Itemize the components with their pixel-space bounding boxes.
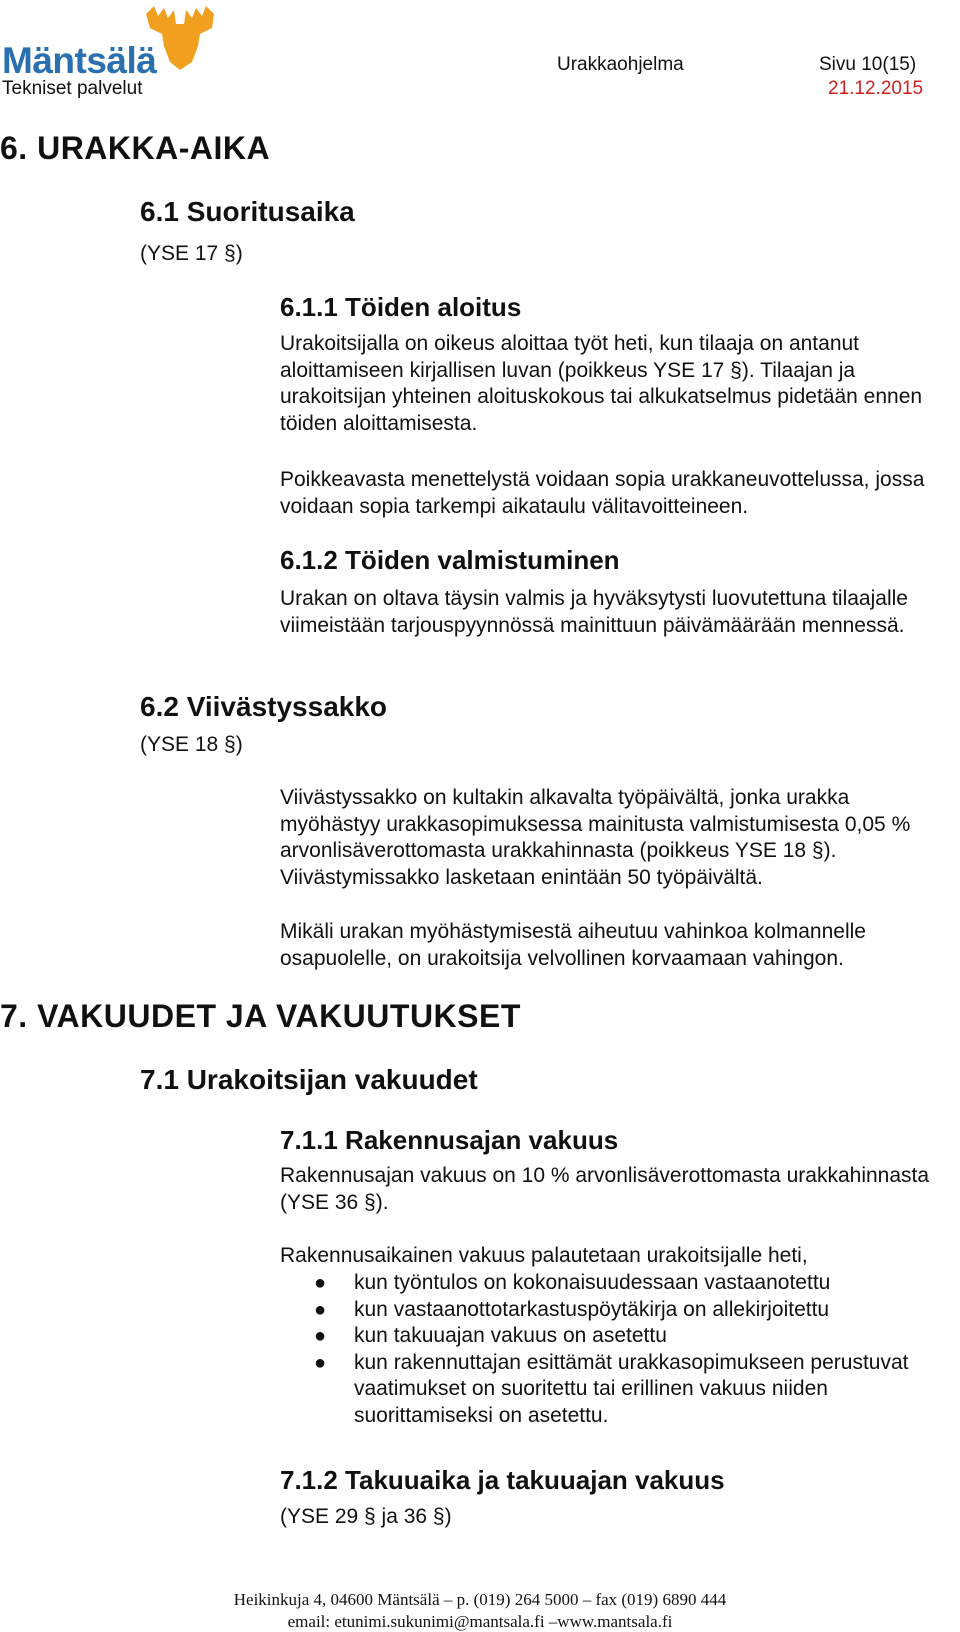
section-7-1-title: 7.1 Urakoitsijan vakuudet — [140, 1064, 478, 1095]
section-6-1-1-paragraph-2: Poikkeavasta menettelystä voidaan sopia urakkaneuvottelussa, jossa voidaan sopia tarkempi aikataulu välitavoitteineen. — [280, 468, 925, 518]
section-6-1-2-paragraph-1: Urakan on oltava täysin valmis ja hyväksytysti luovutettuna tilaajalle viimeistään tarjouspyynnössä mainittuun päivämäärään mennessä. — [280, 587, 908, 637]
page-number: Sivu 10(15) — [819, 54, 917, 75]
section-6-1-ref: (YSE 17 §) — [140, 242, 243, 265]
section-6-2-title: 6.2 Viivästyssakko — [140, 691, 388, 722]
list-item-text: kun takuuajan vakuus on asetettu — [354, 1324, 667, 1347]
footer-address: Heikinkuja 4, 04600 Mäntsälä – p. (019) 264 5000 – fax (019) 6890 444 — [233, 1590, 727, 1609]
section-6-1-1-paragraph-1: Urakoitsijalla on oikeus aloittaa työt heti, kun tilaaja on antanut aloittamiseen kirjallisen luvan (poikkeus YSE 17 §). Tilaajan ja urakoitsijan yhteinen aloituskokous tai alkukatselmus pidetään ennen töiden aloittamisesta. — [280, 332, 923, 435]
list-item-text: kun vastaanottotarkastuspöytäkirja on allekirjoitettu — [354, 1297, 830, 1321]
section-6-title: 6. URAKKA-AIKA — [0, 130, 271, 166]
section-6-1-title: 6.1 Suoritusaika — [140, 196, 355, 227]
footer-contact: email: etunimi.sukunimi@mantsala.fi –www.mantsala.fi — [287, 1612, 673, 1631]
doc-date: 21.12.2015 — [828, 78, 924, 99]
section-7-1-1-title: 7.1.1 Rakennusajan vakuus — [280, 1125, 619, 1155]
list-item — [280, 1350, 935, 1430]
list-item — [280, 1270, 935, 1297]
section-6-1-2-title: 6.1.2 Töiden valmistuminen — [280, 545, 620, 575]
doc-title: Urakkaohjelma — [557, 54, 684, 75]
logo — [0, 4, 230, 82]
section-6-2-paragraph-1: Viivästyssakko on kultakin alkavalta työpäivältä, jonka urakka myöhästyy urakkasopimuksessa mainitusta valmistumisesta 0,05 % arvonlisäverottomasta urakkahinnasta (poikkeus YSE 18 §). Viivästymissakko lasketaan enintään 50 työpäivältä. — [280, 786, 911, 889]
section-7-1-2-ref: (YSE 29 § ja 36 §) — [280, 1505, 452, 1528]
section-6-2-ref: (YSE 18 §) — [140, 733, 243, 756]
section-6-2-paragraph-2: Mikäli urakan myöhästymisestä aiheutuu vahinkoa kolmannelle osapuolelle, on urakoitsija velvollinen korvaamaan vahingon. — [280, 920, 866, 970]
section-7-title: 7. VAKUUDET JA VAKUUTUKSET — [0, 998, 521, 1034]
list-item — [280, 1297, 935, 1324]
section-7-1-1-paragraph-2: Rakennusaikainen vakuus palautetaan urakoitsijalle heti, — [280, 1244, 808, 1267]
bullet-icon: ● — [314, 1325, 327, 1347]
department: Tekniset palvelut — [2, 78, 143, 99]
section-7-1-2-title: 7.1.2 Takuuaika ja takuuajan vakuus — [280, 1465, 725, 1495]
logo-text: Mäntsälä — [2, 40, 157, 81]
section-6-1-1-title: 6.1.1 Töiden aloitus — [280, 292, 522, 322]
bullet-icon: ● — [314, 1272, 327, 1294]
list-item-text: kun rakennuttajan esittämät urakkasopimukseen perustuvat vaatimukset on suoritettu tai erillinen vakuus niiden suorittamiseksi on asetettu. — [354, 1350, 909, 1427]
bullet-list — [280, 1270, 935, 1429]
section-7-1-1-paragraph-1: Rakennusajan vakuus on 10 % arvonlisäverottomasta urakkahinnasta (YSE 36 §). — [280, 1164, 930, 1214]
list-item — [280, 1323, 935, 1350]
bullet-icon: ● — [314, 1351, 327, 1374]
list-item-text: kun työntulos on kokonaisuudessaan vastaanotettu — [354, 1271, 831, 1294]
bullet-icon: ● — [314, 1298, 327, 1321]
